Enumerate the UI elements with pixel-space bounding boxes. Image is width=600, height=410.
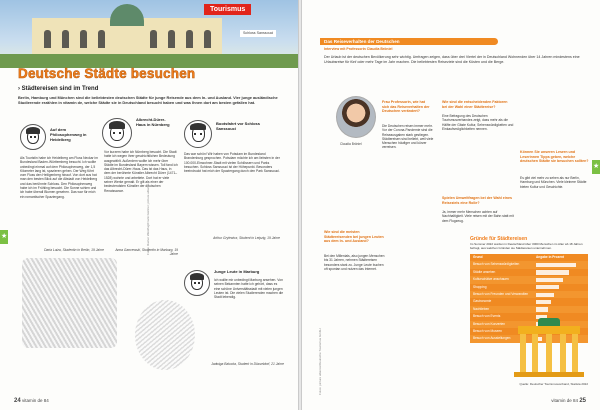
interview-answer: Bei den Millenials, also jungen Menschen bis 31 Jahren, nehmen Städtereisen besonders stark zu. Junge Leute buchen oft spontan und nutzen das Internet. — [324, 254, 385, 271]
interview-question: Spielen Umweltfragen bei der Wahl eines Reiseziels eine Rolle? — [442, 196, 512, 205]
gate-roof — [518, 326, 580, 334]
table-row-label: Kulturschätze anschauen — [473, 277, 509, 282]
side-tab — [0, 230, 8, 244]
hero-photo — [0, 0, 298, 68]
table-row-label: Nachtleben — [473, 306, 490, 311]
table-row — [470, 276, 588, 283]
interview-line: Interview mit Professorin Claudia Bröniel — [324, 47, 393, 51]
testimonial-signature: Anna Gancewski, Studentin in Marburg, 19 Jahre — [115, 248, 178, 257]
interview-answer: Ja, immer mehr Menschen achten auf Nachhaltigkeit. Viele reisen mit der Bahn statt mit dem Flugzeug. — [442, 210, 514, 223]
article-subtitle: › Städtereisen sind im Trend — [18, 86, 99, 92]
table-row-label: Shopping — [473, 284, 487, 289]
testimonial-signature: Jadwiga Balucka, Student in Düsseldorf, 21 Jahre — [211, 362, 284, 366]
table-row — [470, 306, 588, 313]
interview-question: Können Sie unseren Lesern und Leserinnen Tipps geben, welche deutschen Städte sie besuchen sollten? — [520, 150, 589, 164]
gate-quadriga — [538, 318, 560, 326]
section-tag: Tourismus — [204, 4, 251, 15]
student-avatar — [184, 270, 210, 296]
interview-question: Frau Professorin, wie hat sich das Reiseverhalten der Deutschen verändert? — [382, 100, 430, 114]
table-row-bar — [536, 307, 548, 311]
testimonial-heading: Albrecht-Dürer-Haus in Nürnberg — [136, 117, 170, 127]
side-tab — [592, 160, 600, 174]
table-source: Quelle: Deutscher Tourismusverband, Statista 2022 — [519, 382, 588, 386]
portrait-caption: Claudia Bröniel — [340, 142, 362, 146]
table-row — [470, 284, 588, 291]
table-header — [470, 254, 588, 261]
table-row-label: Besuch von Freunden und Verwandten — [473, 291, 529, 296]
avatar-eyes — [194, 133, 201, 135]
professor-portrait — [336, 96, 376, 138]
gate-pillar — [572, 334, 578, 374]
testimonial-text: Ich wollte mir unbedingt Marburg ansehen. Von seinen Bekannten hatte ich gehört, dass es eine schöne Universitätsstadt mit vielen jungen Leuten ist. Die vielen Studierenden machen die Stadt lebendig. — [214, 278, 284, 300]
avatar-eyes — [30, 136, 37, 138]
gate-pillar — [546, 334, 552, 374]
student-avatar — [184, 120, 212, 148]
avatar-eyes — [113, 132, 121, 134]
gate-pillar — [520, 334, 526, 374]
magazine-name: vitamin de 84 — [21, 398, 49, 403]
palace-window — [168, 30, 175, 48]
table-row-bar — [536, 270, 569, 274]
interview-answer: Es gibt viel mehr zu sehen als nur Berlin, Hamburg und München. Viele kleinere Städte bieten Kultur und Geschichte. — [520, 176, 587, 189]
palace-window — [80, 30, 87, 48]
page-number: 25 — [579, 398, 586, 404]
table-row — [470, 269, 588, 276]
table-row-bar — [536, 263, 576, 267]
star-icon: ★ — [1, 233, 8, 240]
avatar-eyes — [194, 282, 201, 284]
interview-intro: Der Urlaub ist der deutschen Bevölkerung sehr wichtig. Umfragen zeigen, dass über drei Viertel der in Deutschland Wohnenden über 14 Jahren mindestens eine Urlaubsreise für fünf oder mehr Tage im Jahr machen. Die beliebtesten Reiseziele sind die Küsten und die Berge. — [324, 55, 580, 64]
sketch-background — [135, 300, 195, 370]
table-header-value: Angabe in Prozent — [536, 255, 564, 259]
testimonial-signature: Arthur Grylewicz, Student in Leipzig, 19 Jahre — [213, 236, 280, 240]
page-number: 24 — [14, 398, 21, 404]
palace-window — [62, 30, 69, 48]
table-row-bar — [536, 300, 551, 304]
gate-pillar — [532, 334, 538, 374]
gate-pillar — [560, 334, 566, 374]
testimonial-heading: Junge Leute in Marburg — [214, 269, 260, 274]
table-row — [470, 291, 588, 298]
photo-credit: Fotos: picture alliance/Deutsche Tourismus GmbH — [318, 328, 322, 395]
star-icon: ★ — [593, 163, 600, 170]
table-header-label: Grund — [473, 255, 483, 259]
magazine-name: vitamin de 84 — [551, 398, 579, 403]
testimonial-text: Als Touristin habe ich Heidelberg am Fluss Neckar im Bundesland Baden-Württemberg besucht. Ich wollte unbedingt einmal auf dem Philosophenweg, der 1,5 Kilometer lang ist, spazieren gehen. Der Weg führt vom Fluss den Heiligenberg hinauf. Von dort aus hat man den besten Blick auf die Altstadt von Heidelberg und das berühmte Schloss. Den Philosophenweg habe ich im Frühling besucht. Die Sonne schien und ich habe überall Blumen gesehen. Das war für mich ein romantischer Spaziergang. — [20, 156, 98, 199]
page-folio — [551, 398, 586, 404]
photo-caption: Schloss Sanssouci — [240, 30, 276, 37]
testimonial-text: Das war schön! Wir haben von Potsdam im Bundesland Brandenburg gesprochen. Potsdam möchte ich am liebsten in der 100.000-Einwohner-Stadt mit vielen Schlössern und Parks besuchen. Schloss Sanssouci ist der Höhepunkt. Besonders beeindruckt hat mich der Spaziergang durch den Park Sanssouci. — [184, 152, 280, 174]
student-avatar — [102, 118, 132, 148]
left-page — [0, 0, 298, 410]
table-subtitle: Im Sommer 2022 wurden in Deutschland über 3000 Menschen im Alter ab 18 Jahren befragt, aus welchen Gründen sie Städtereisen unternehmen. — [470, 242, 583, 250]
table-row-label: Besuch von Ausstellungen — [473, 336, 511, 341]
page-folio — [14, 398, 49, 404]
table-row-label: Gastronomie — [473, 299, 492, 304]
table-row-bar — [536, 285, 559, 289]
palace-window — [150, 30, 157, 48]
interview-question: Wie sind die entscheidenden Faktoren bei der Wahl einer Städtereise? — [442, 100, 508, 109]
section-banner-text: Das Reiseverhalten der Deutschen — [324, 39, 400, 44]
table-row-bar — [536, 293, 554, 297]
gate-base — [514, 372, 584, 377]
photo-credit: Fotos: Rainer Weisflog/Frank Gärtner; picture alliance — [146, 183, 150, 255]
table-row-label: Besuch von Events — [473, 314, 501, 319]
sketch-background — [22, 258, 117, 348]
brandenburg-gate-illustration — [512, 318, 586, 378]
palace-window — [44, 30, 51, 48]
palace-window — [204, 30, 211, 48]
right-page — [302, 0, 600, 410]
interview-answer: Die Deutschen reisen immer mehr. Vor der Corona-Pandemie sind die Reiseausgaben stark gestiegen. Städtereisen sind beliebt, weil viele Menschen häufiger und kürzer verreisen. — [382, 124, 434, 150]
article-title: Deutsche Städte besuchen — [18, 66, 196, 81]
table-row-bar — [536, 278, 563, 282]
table-row-label: Städte ansehen — [473, 269, 496, 274]
table-row — [470, 261, 588, 268]
table-row — [470, 298, 588, 305]
testimonial-heading: Bootsfahrt vor Schloss Sanssouci — [216, 121, 261, 131]
table-row-label: Besuch von Konzerten — [473, 321, 506, 326]
testimonial-heading: Auf dem Philosophenweg in Heidelberg — [50, 127, 87, 142]
table-row-label: Besuch von Museen — [473, 328, 502, 333]
palace-dome — [110, 4, 144, 26]
student-avatar — [20, 124, 46, 150]
palace-window — [186, 30, 193, 48]
interview-question: Wie sind die meisten Städtereisenden bei jungen Leuten aus dem In- und Ausland? — [324, 230, 384, 244]
table-title: Gründe für Städtereisen — [470, 236, 528, 242]
palace-window — [98, 30, 105, 48]
testimonial-text: Vor kurzem habe ich Nürnberg besucht. Die Stadt hatte ich wegen ihrer geschichtlichen Bedeutung ausgewählt. Außerdem wollte ich mehr über Städte im Bundesland Bayern wissen. Toll fand ich das Albrecht-Dürer-Haus. Das ist das Haus, in dem der berühmte Künstler Albrecht Dürer (1471–1528) wohnte und arbeitete. Dort hat er viele seiner Werke gemalt. Er gilt als einer der bedeutendsten Künstler der deutschen Renaissance. — [104, 150, 178, 193]
interview-answer: Eine Befragung des Deutschen Tourismusverbandes zeigt, dass mehr als die Hälfte der Gäste Kultur, Sehenswürdigkeiten und Einkaufsmöglichkeiten nennen. — [442, 114, 514, 131]
testimonial-signature: Daria Luiza, Studentin in Berlin, 19 Jahre — [44, 248, 104, 252]
article-intro: Berlin, Hamburg und München sind die beliebtesten deutschen Städte für junge Reisende aus dem In- und Ausland. Vier junge ausländische Studierende erzählen in vitamin de, welche Städte sie in Deutschland besucht haben und was Ihnen dort am besten gefallen hat. — [18, 95, 278, 106]
table-row-label: Besuch von Sehenswürdigkeiten — [473, 262, 520, 267]
